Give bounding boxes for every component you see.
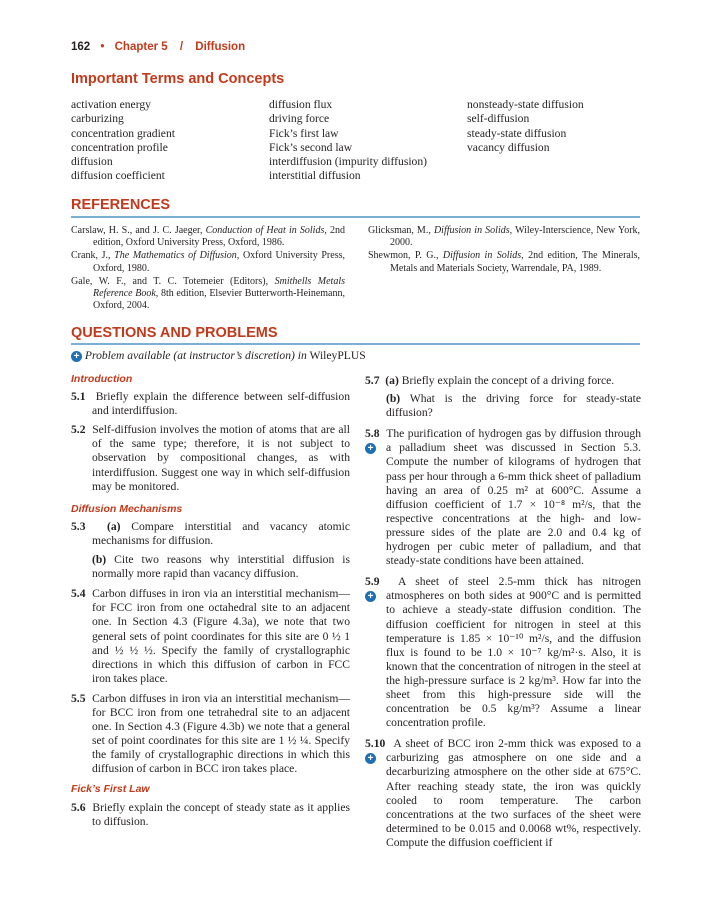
terms-column-1 [71,98,175,184]
question-5-1: 5.1 Briefly explain the difference between self-diffusion and interdiffusion. [71,390,350,418]
questions-left-column [71,372,350,829]
question-5-10: + 5.10 A sheet of BCC iron 2-mm thick was exposed to a carburizing gas atmosphere on one side and a decarburizing atmosphere on the other side at 675°C. After reaching steady state, the iron was quickly cooled to room temperature. The carbon concentrations at the two surfaces of the sheet were determined to be 0.015 and 0.0068 wt%, respectively. Compute the diffusion coefficient if [365,737,641,849]
reference-item: Shewmon, P. G., Diffusion in Solids, 2nd edition, The Minerals, Metals and Materials Society, Warrendale, PA, 1989. [368,250,641,274]
term: diffusion flux [269,98,333,111]
wileyplus-brand: WileyPLUS [309,349,366,362]
term: diffusion coefficient [71,169,165,183]
term: self-diffusion [467,112,530,126]
term: driving force [269,112,330,126]
term: nonsteady-state diffusion [467,98,584,111]
question-5-3a: 5.3 (a) Compare interstitial and vacancy atomic mechanisms for diffusion. [71,519,350,547]
wileyplus-note: + Problem available (at instructor’s discretion) in WileyPLUS [71,349,366,362]
question-5-4: 5.4 Carbon diffuses in iron via an interstitial mechanism—for FCC iron from one octahedral site to an adjacent one. In Section 4.3 (Figure 4.3a), we note that two general sets of point coordinates for this site are 0 ½ 1 and ½ ½ ½. Specify the family of crystallographic directions in which this diffusion of carbon in FCC iron takes place. [71,587,350,685]
references-right [368,225,640,276]
terms-column-2 [269,98,427,184]
term: diffusion [71,155,113,169]
question-5-6: 5.6 Briefly explain the concept of steady state as it applies to diffusion. [71,800,350,828]
running-header [71,41,245,53]
question-5-8: + 5.8 The purification of hydrogen gas by diffusion through a palladium sheet was discussed in Section 5.3. Compute the number of kilograms of hydrogen that pass per hour through a 6-mm thick sheet of palladium having an area of 0.25 m² at 600°C. Assume a diffusion coefficient of 1.7 × 10⁻⁸ m²/s, that the respective concentrations at the high- and low-pressure sides of the plate are 2.0 and 0.4 kg of hydrogen per cubic meter of palladium, and that steady-state conditions have been attained. [365,427,641,568]
terms-heading: Important Terms and Concepts [71,71,285,87]
chapter-label: Chapter 5 [114,41,168,53]
question-5-7a: 5.7 (a) Briefly explain the concept of a driving force. [365,374,615,387]
section-introduction: Introduction [71,373,133,385]
references-heading: REFERENCES [71,197,171,213]
references-left [71,225,345,313]
page-number: 162 [71,41,91,53]
header-dot: • [100,41,105,53]
term: steady-state diffusion [467,126,567,140]
reference-item: Crank, J., The Mathematics of Diffusion, Oxford University Press, Oxford, 1980. [71,250,345,274]
section-diffusion-mechanisms: Diffusion Mechanisms [71,502,183,515]
reference-item: Carslaw, H. S., and J. C. Jaeger, Conduction of Heat in Solids, 2nd edition, Oxford University Press, Oxford, 1986. [71,225,346,249]
reference-item: Glicksman, M., Diffusion in Solids, Wiley-Interscience, New York, 2000. [368,225,641,249]
questions-right-column [365,374,641,850]
term: vacancy diffusion [467,140,550,154]
question-5-5: 5.5 Carbon diffuses in iron via an interstitial mechanism—for BCC iron from one tetrahedral site to an adjacent one. In Section 4.3 (Figure 4.3b) we note that a general set of point coordinates for this site are 1 ½ ¼. Specify the family of crystallographic directions in which this diffusion of carbon in BCC iron takes place. [71,691,350,776]
terms-column-3 [467,98,584,155]
term: interstitial diffusion [269,169,361,183]
plus-circle-icon: + [365,443,376,454]
term: Fick’s first law [269,126,339,140]
questions-rule [71,343,640,345]
chapter-title: Diffusion [195,41,246,53]
term: concentration gradient [71,126,175,140]
question-5-3b: (b) Cite two reasons why interstitial diffusion is normally more rapid than vacancy diffusion. [92,553,350,581]
question-5-9: + 5.9 A sheet of steel 2.5-mm thick has nitrogen atmospheres on both sides at 900°C and is permitted to achieve a steady-state diffusion condition. The diffusion coefficient for nitrogen in steel at this temperature is 1.85 × 10⁻¹⁰ m²/s, and the diffusion flux is found to be 1.0 × 10⁻⁷ kg/m²·s. Also, it is known that the concentration of nitrogen in the steel at the high-pressure surface is 2 kg/m³. How far into the sheet from this high-pressure side will the concentration be 0.5 kg/m³? Assume a linear concentration profile. [365,575,641,730]
term: interdiffusion (impurity diffusion) [269,155,428,169]
questions-heading: QUESTIONS AND PROBLEMS [71,325,278,341]
reference-item: Gale, W. F., and T. C. Totemeier (Editors), Smithells Metals Reference Book, 8th edition, Elsevier Butterworth-Heinemann, Oxford, 2004. [71,275,345,312]
plus-circle-icon: + [71,351,82,362]
plus-circle-icon: + [365,753,376,764]
header-separator: / [179,41,184,53]
term: concentration profile [71,140,168,154]
term: carburizing [71,112,124,126]
term: activation energy [71,98,151,111]
term: Fick’s second law [269,140,353,154]
references-rule [71,216,640,218]
plus-circle-icon: + [365,591,376,602]
section-ficks-first-law: Fick’s First Law [71,783,150,796]
question-5-7b: (b) What is the driving force for steady-state diffusion? [386,392,641,420]
question-5-2: 5.2 Self-diffusion involves the motion of atoms that are all of the same type; therefore, it is not subject to observation by compositional changes, as with interdiffusion. Suggest one way in which self-diffusion may be monitored. [71,423,350,493]
